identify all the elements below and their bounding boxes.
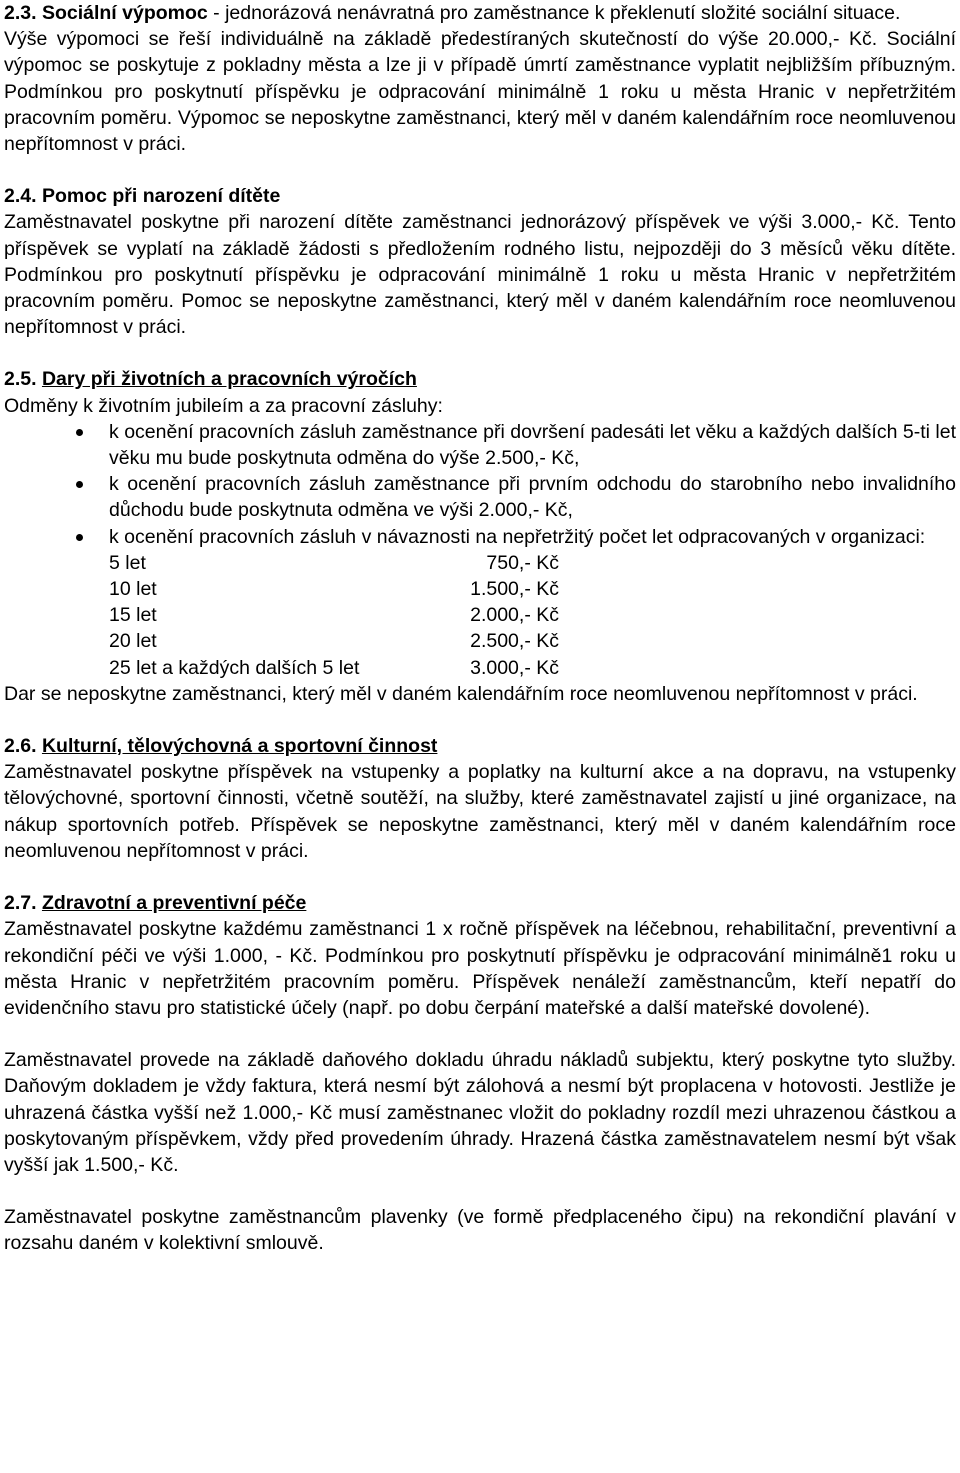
section-2-3-heading (4, 0, 956, 26)
section-2-6-body: Zaměstnavatel poskytne příspěvek na vstupenky a poplatky na kulturní akce a na dopravu, na vstupenky tělovýchovné, sportovní činnosti, včetně soutěží, na služby, které zaměstnavatel zajistí u jiné organizace, na nákup sportovních potřeb. Příspěvek se neposkytne zaměstnanci, který měl v daném kalendářním roce neomluvenou nepřítomnost v práci. (4, 761, 956, 862)
section-2-5-footer: Dar se neposkytne zaměstnanci, který měl v daném kalendářním roce neomluvenou nepřítomnost v práci. (4, 682, 918, 705)
section-title: Kulturní, tělovýchovná a sportovní činnost (41, 735, 438, 758)
table-row (109, 655, 559, 681)
list-item-text: k ocenění pracovních zásluh v návaznosti na nepřetržitý počet let odpracovaných v organizaci: (109, 525, 926, 548)
amount-cell: 2.500,- Kč (470, 630, 559, 653)
amount-cell: 750,- Kč (486, 551, 559, 574)
section-title: Pomoc při narození dítěte (41, 185, 281, 208)
list-item-text: k ocenění pracovních zásluh zaměstnance při prvním odchodu do starobního nebo invalidního důchodu bude poskytnuta odměna ve výši 2.000,- Kč, (109, 473, 956, 522)
section-2-3-body: Výše výpomoci se řeší individuálně na základě předestíraných skutečností do výše 20.000,- Kč. Sociální výpomoc se poskytuje z pokladny města a lze ji v případě úmrtí zaměstnance vyplatit nejbližším příbuzným. Podmínkou pro poskytnutí příspěvku je odpracování minimálně 1 roku u města Hranic v nepřetržitém pracovním poměru. Výpomoc se neposkytne zaměstnanci, který měl v daném kalendářním roce neomluvenou nepřítomnost v práci. (4, 28, 956, 156)
bullet-icon (76, 429, 83, 436)
table-row (109, 576, 559, 602)
list-item (4, 524, 956, 550)
section-2-4-heading (4, 183, 956, 209)
section-2-3 (4, 0, 956, 157)
section-2-4 (4, 183, 956, 340)
service-years-table (109, 550, 559, 681)
section-title: Zdravotní a preventivní péče (41, 892, 307, 915)
section-2-7 (4, 890, 956, 1256)
section-2-4-body: Zaměstnavatel poskytne při narození dítěte zaměstnanci jednorázový příspěvek ve výši 3.000,- Kč. Tento příspěvek se vyplatí na základě žádosti s předložením rodného listu, nejpozději do 3 měsíců věku dítěte. Podmínkou pro poskytnutí příspěvku je odpracování minimálně 1 roku u města Hranic v nepřetržitém pracovním poměru. Pomoc se neposkytne zaměstnanci, který měl v daném kalendářním roce neomluvenou nepřítomnost v práci. (4, 211, 956, 339)
list-item (4, 419, 956, 471)
years-cell: 25 let a každých dalších 5 let (109, 656, 360, 679)
section-2-5 (4, 366, 956, 707)
section-number: 2.7. (4, 892, 37, 915)
list-item (4, 471, 956, 523)
section-title: Sociální výpomoc (41, 2, 208, 24)
section-2-6-heading (4, 733, 956, 759)
years-cell: 15 let (109, 604, 157, 627)
section-subtitle: - jednorázová nenávratná pro zaměstnance k překlenutí složité sociální situace. (207, 2, 901, 24)
section-number: 2.4. (4, 185, 37, 208)
amount-cell: 1.500,- Kč (470, 578, 559, 601)
table-row (109, 628, 559, 654)
rewards-list (4, 419, 956, 550)
section-2-5-intro: Odměny k životním jubileím a za pracovní zásluhy: (4, 394, 443, 417)
bullet-icon (76, 481, 83, 488)
section-2-7-para2: Zaměstnavatel provede na základě daňového dokladu úhradu nákladů subjektu, který poskytne tyto služby. Daňovým dokladem je vždy faktura, která nesmí být zálohová a nesmí být proplacena v hotovosti. Jestliže je uhrazená částka vyšší než 1.000,- Kč musí zaměstnanec vložit do pokladny rozdíl mezi uhrazenou částkou a poskytovaným příspěvkem, vždy před provedením úhrady. Hrazená částka zaměstnavatelem nesmí být však vyšší jak 1.500,- Kč. (4, 1049, 956, 1176)
table-row (109, 550, 559, 576)
years-cell: 5 let (109, 551, 146, 574)
section-number: 2.3. (4, 2, 37, 24)
section-2-6 (4, 733, 956, 864)
table-row (109, 602, 559, 628)
years-cell: 10 let (109, 578, 157, 601)
section-number: 2.6. (4, 735, 37, 758)
section-2-7-body: Zaměstnavatel poskytne každému zaměstnanci 1 x ročně příspěvek na léčebnou, rehabilitační, preventivní a rekondiční péči ve výši 1.000, - Kč. Podmínkou pro poskytnutí příspěvku je odpracování minimálně1 roku u města Hranic v nepřetržitém pracovním poměru. Příspěvek nenáleží zaměstnancům, kteří nepatří do evidenčního stavu pro statistické účely (např. po dobu čerpání mateřské a další mateřské dovolené). (4, 918, 956, 1019)
bullet-icon (76, 534, 83, 541)
amount-cell: 3.000,- Kč (470, 656, 559, 679)
section-number: 2.5. (4, 368, 37, 391)
list-item-text: k ocenění pracovních zásluh zaměstnance při dovršení padesáti let věku a každých dalších 5-ti let věku mu bude poskytnuta odměna do výše 2.500,- Kč, (109, 420, 956, 470)
amount-cell: 2.000,- Kč (470, 604, 559, 627)
document-page (4, 0, 956, 1257)
section-2-5-heading (4, 366, 956, 392)
years-cell: 20 let (109, 630, 157, 653)
section-2-7-para3: Zaměstnavatel poskytne zaměstnancům plavenky (ve formě předplaceného čipu) na rekondiční plavání v rozsahu daném v kolektivní smlouvě. (4, 1206, 956, 1255)
section-2-7-heading (4, 890, 956, 916)
section-title: Dary při životních a pracovních výročích (41, 368, 417, 391)
